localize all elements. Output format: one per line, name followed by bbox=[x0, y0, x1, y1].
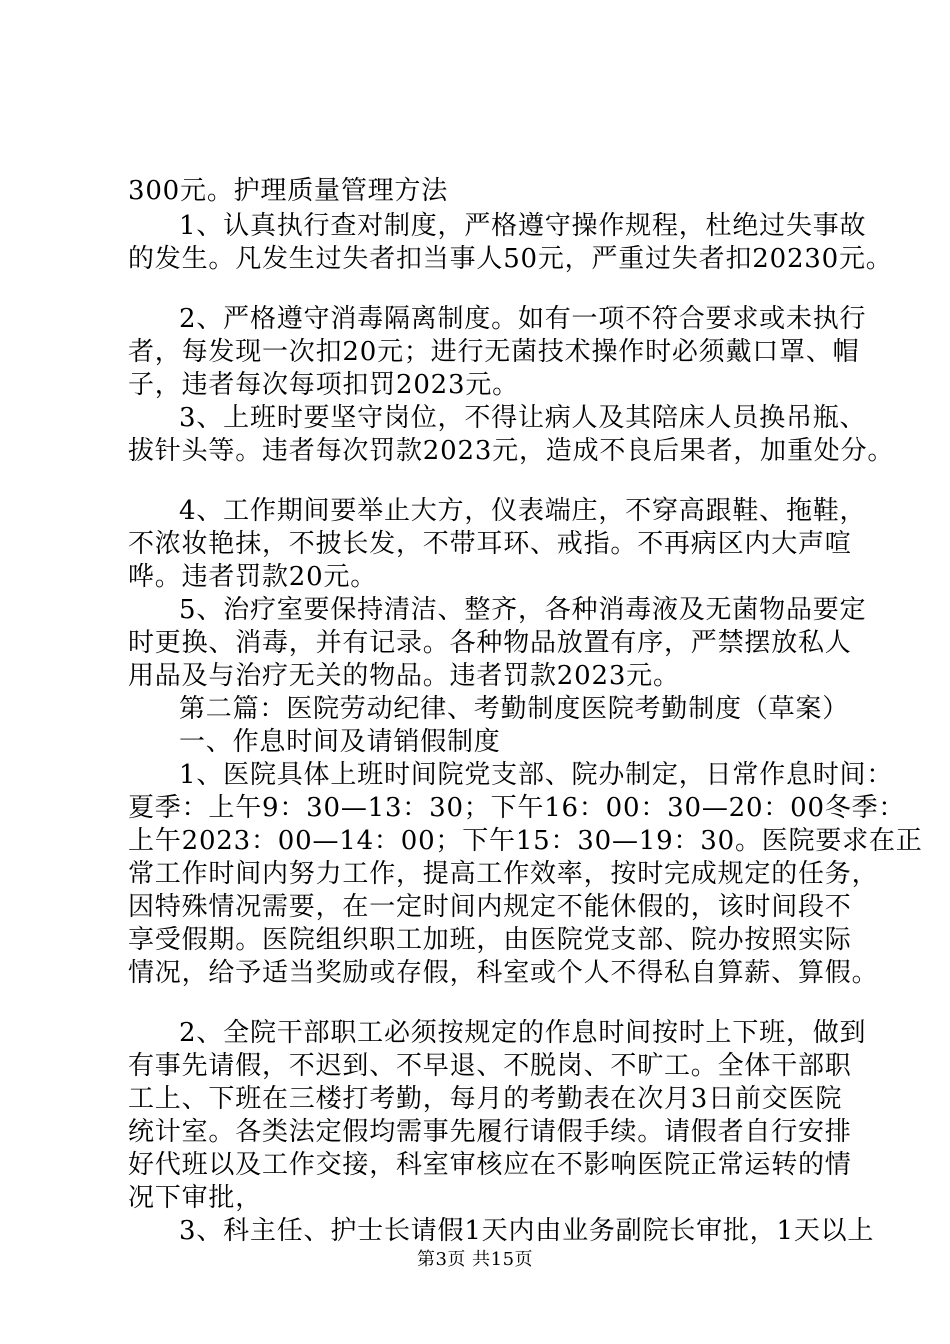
text-line: 好代班以及工作交接，科室审核应在不影响医院正常运转的情 bbox=[128, 1150, 852, 1180]
text-line: 3、科主任、护士长请假1天内由业务副院长审批，1天以上 bbox=[179, 1216, 875, 1246]
text-line: 4、工作期间要举止大方，仪表端庄，不穿高跟鞋、拖鞋， bbox=[179, 496, 867, 526]
page-number-footer: 第3页 共15页 bbox=[416, 1249, 534, 1270]
text-line: 哗。违者罚款20元。 bbox=[128, 562, 378, 592]
text-line: 时更换、消毒，并有记录。各种物品放置有序，严禁摆放私人 bbox=[128, 628, 852, 658]
text-line: 不浓妆艳抹，不披长发，不带耳环、戒指。不再病区内大声喧 bbox=[128, 529, 852, 559]
text-line: 上午2023：00—14：00；下午15：30—19：30。医院要求在正 bbox=[128, 826, 923, 856]
text-line: 因特殊情况需要，在一定时间内规定不能休假的，该时间段不 bbox=[128, 892, 852, 922]
text-line: 工上、下班在三楼打考勤，每月的考勤表在次月3日前交医院 bbox=[128, 1084, 843, 1114]
text-line: 常工作时间内努力工作，提高工作效率，按时完成规定的任务， bbox=[128, 859, 879, 889]
text-line: 的发生。凡发生过失者扣当事人50元，严重过失者扣20230元。 bbox=[128, 244, 893, 274]
text-line: 况下审批， bbox=[128, 1183, 263, 1213]
text-line: 3、上班时要坚守岗位，不得让病人及其陪床人员换吊瓶、 bbox=[179, 403, 867, 433]
text-line: 统计室。各类法定假均需事先履行请假手续。请假者自行安排 bbox=[128, 1117, 852, 1147]
text-line: 拔针头等。违者每次罚款2023元，造成不良后果者，加重处分。 bbox=[128, 436, 895, 466]
text-line: 用品及与治疗无关的物品。违者罚款2023元。 bbox=[128, 661, 680, 691]
text-line: 者，每发现一次扣20元；进行无菌技术操作时必须戴口罩、帽 bbox=[128, 337, 860, 367]
text-line: 享受假期。医院组织职工加班，由医院党支部、院办按照实际 bbox=[128, 925, 852, 955]
text-line: 夏季：上午9：30—13：30；下午16：00：30—20：00冬季： bbox=[128, 793, 906, 823]
text-line: 1、医院具体上班时间院党支部、院办制定，日常作息时间： bbox=[179, 760, 894, 790]
text-line: 2、严格遵守消毒隔离制度。如有一项不符合要求或未执行 bbox=[179, 304, 867, 334]
section-heading: 第二篇：医院劳动纪律、考勤制度医院考勤制度（草案） bbox=[179, 694, 850, 724]
text-line: 5、治疗室要保持清洁、整齐，各种消毒液及无菌物品要定 bbox=[179, 595, 867, 625]
text-line: 2、全院干部职工必须按规定的作息时间按时上下班，做到 bbox=[179, 1018, 867, 1048]
text-line: 子，违者每次每项扣罚2023元。 bbox=[128, 370, 519, 400]
text-line: 300元。护理质量管理方法 bbox=[128, 176, 449, 206]
text-line: 1、认真执行查对制度，严格遵守操作规程，杜绝过失事故 bbox=[179, 211, 867, 241]
subsection-heading: 一、作息时间及请销假制度 bbox=[179, 727, 501, 757]
text-line: 有事先请假，不迟到、不早退、不脱岗、不旷工。全体干部职 bbox=[128, 1051, 852, 1081]
text-line: 情况，给予适当奖励或存假，科室或个人不得私自算薪、算假。 bbox=[128, 958, 879, 988]
